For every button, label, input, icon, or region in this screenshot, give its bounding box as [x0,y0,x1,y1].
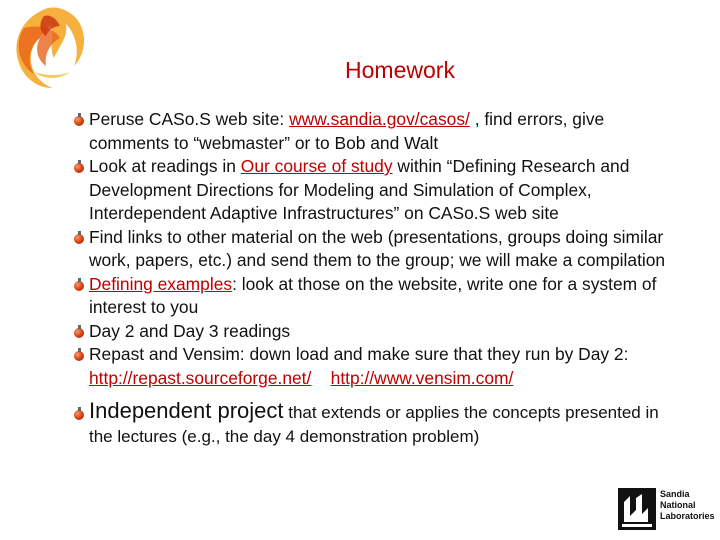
spacer-text [311,368,330,388]
list-item-independent-project [70,399,670,448]
bullet-icon [74,351,84,361]
bullet-icon [74,410,84,420]
list-item [70,273,670,320]
bullet-icon [74,328,84,338]
item-text: within “Defining Research and Development Directions for Modeling and Simulation of Complex, Interdependent Adaptive Infrastructures” on CASo.S web site [89,156,630,223]
casos-website-link[interactable]: www.sandia.gov/casos/ [289,109,470,129]
item-text: , find errors, give comments to “webmaster” or to Bob and Walt [89,109,605,153]
homework-list [70,108,670,448]
logo-line: National [660,500,696,510]
item-text: that extends or applies the concepts presented in the lectures (e.g., the day 4 demonstration problem) [89,403,659,446]
item-text: Repast and Vensim: down load and make sure that they run by Day 2: [89,344,629,364]
sandia-logo-mark [618,488,656,530]
bullet-icon [74,116,84,126]
item-text: Look at readings in [89,156,241,176]
logo-line: Laboratories [660,511,715,521]
list-item [70,320,670,344]
thunderbird-icon [618,488,656,530]
sandia-logo-text [660,489,720,522]
item-text: Find links to other material on the web (presentations, groups doing similar work, papers, etc.) and send them to the group; we will make a compilation [89,226,666,270]
item-text: Day 2 and Day 3 readings [89,320,291,341]
bullet-icon [74,281,84,291]
bullet-icon [74,163,84,173]
independent-project-lead: Independent project [89,398,284,423]
list-item [70,343,670,390]
list-item [70,226,670,273]
list-item [70,108,670,155]
vensim-link[interactable]: http://www.vensim.com/ [330,367,514,388]
defining-examples-link[interactable]: Defining examples [89,273,233,294]
page-title: Homework [345,57,455,83]
repast-link[interactable]: http://repast.sourceforge.net/ [89,367,312,388]
course-of-study-link[interactable]: Our course of study [240,156,393,176]
list-item [70,155,670,226]
item-text: : look at those on the website, write one for a system of interest to you [89,273,657,317]
item-text: Peruse CASo.S web site: [89,109,290,129]
logo-line: Sandia [660,489,690,499]
bullet-icon [74,234,84,244]
